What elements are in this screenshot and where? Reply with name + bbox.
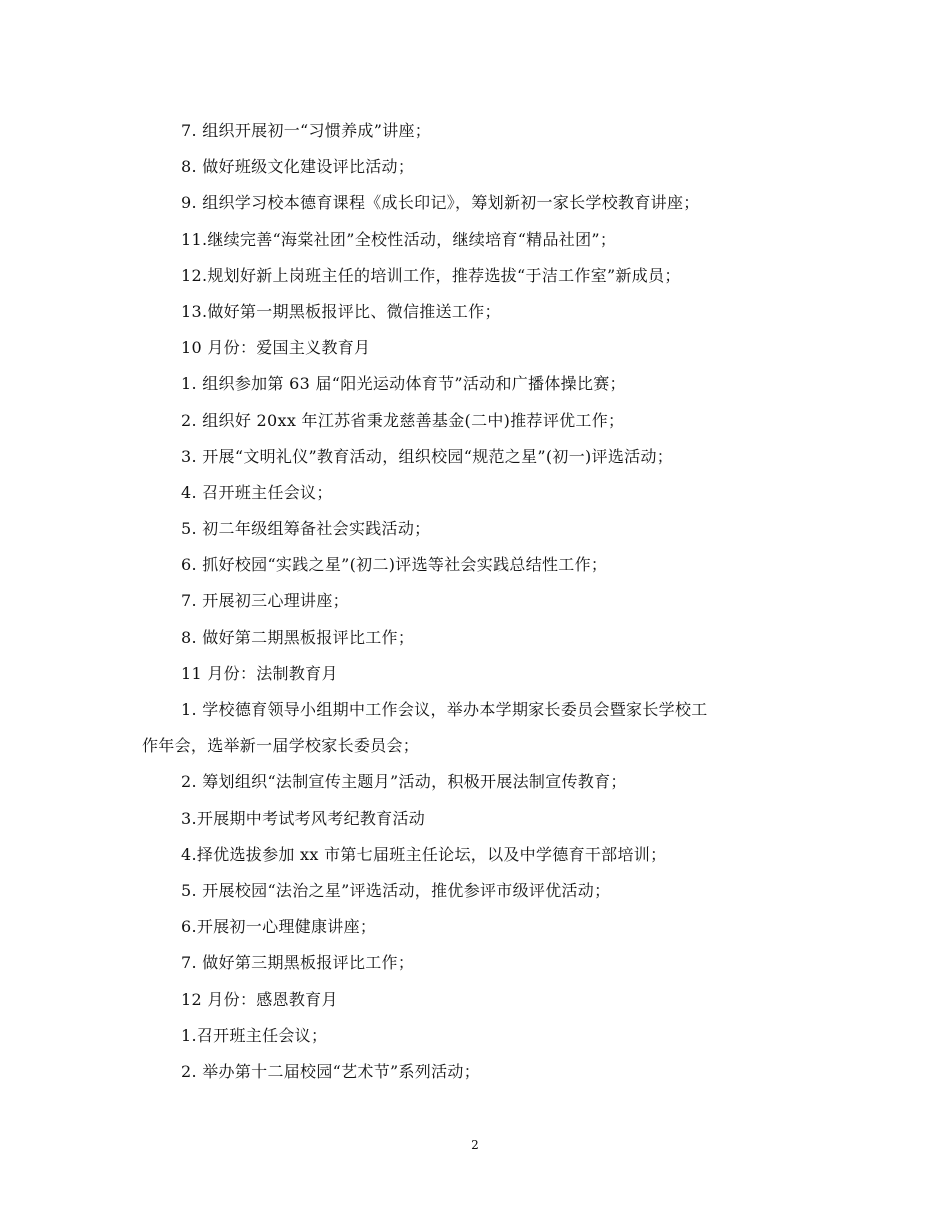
list-item: 3.开展期中考试考风考纪教育活动 bbox=[181, 808, 426, 828]
list-item: 1. 组织参加第 63 届“阳光运动体育节”活动和广播体操比赛； bbox=[181, 374, 626, 394]
list-item: 1. 学校德育领导小组期中工作会议，举办本学期家长委员会暨家长学校工 bbox=[181, 700, 708, 719]
section-heading-october: 10 月份：爱国主义教育月 bbox=[181, 338, 371, 358]
list-item: 11.继续完善“海棠社团”全校性活动，继续培育“精品社团”； bbox=[181, 229, 617, 249]
list-item: 8. 做好班级文化建设评比活动； bbox=[181, 157, 415, 177]
section-heading-november: 11 月份：法制教育月 bbox=[181, 663, 338, 683]
list-item: 7. 组织开展初一“习惯养成”讲座； bbox=[181, 121, 432, 140]
list-item: 2. 筹划组织“法制宣传主题月”活动，积极开展法制宣传教育； bbox=[181, 772, 627, 792]
list-item-continuation: 作年会，选举新一届学校家长委员会； bbox=[142, 736, 420, 756]
list-item: 5. 开展校园“法治之星”评选活动，推优参评市级评优活动； bbox=[181, 880, 611, 900]
list-item: 4.择优选拔参加 xx 市第七届班主任论坛，以及中学德育干部培训； bbox=[181, 844, 667, 864]
list-item: 3. 开展“文明礼仪”教育活动，组织校园“规范之星”(初一)评选活动； bbox=[181, 446, 674, 466]
list-item: 8. 做好第二期黑板报评比工作； bbox=[181, 627, 415, 647]
document-body bbox=[142, 113, 810, 1090]
page-number: 2 bbox=[471, 1138, 479, 1152]
list-item: 6.开展初一心理健康讲座； bbox=[181, 917, 377, 937]
list-item: 2. 举办第十二届校园“艺术节”系列活动； bbox=[181, 1061, 481, 1081]
list-item: 7. 开展初三心理讲座； bbox=[181, 591, 349, 611]
list-item: 9. 组织学习校本德育课程《成长印记》，筹划新初一家长学校教育讲座； bbox=[181, 193, 700, 213]
list-item: 4. 召开班主任会议； bbox=[181, 482, 333, 502]
section-heading-december: 12 月份：感恩教育月 bbox=[181, 989, 338, 1009]
list-item: 12.规划好新上岗班主任的培训工作，推荐选拔“于洁工作室”新成员； bbox=[181, 265, 681, 285]
list-item: 2. 组织好 20xx 年江苏省秉龙慈善基金(二中)推荐评优工作； bbox=[181, 410, 625, 430]
list-item: 1.召开班主任会议； bbox=[181, 1025, 328, 1045]
list-item: 5. 初二年级组筹备社会实践活动； bbox=[181, 519, 431, 539]
list-item: 6. 抓好校园“实践之星”(初二)评选等社会实践总结性工作； bbox=[181, 555, 608, 575]
list-item: 7. 做好第三期黑板报评比工作； bbox=[181, 953, 415, 973]
list-item: 13.做好第一期黑板报评比、微信推送工作； bbox=[181, 301, 501, 321]
